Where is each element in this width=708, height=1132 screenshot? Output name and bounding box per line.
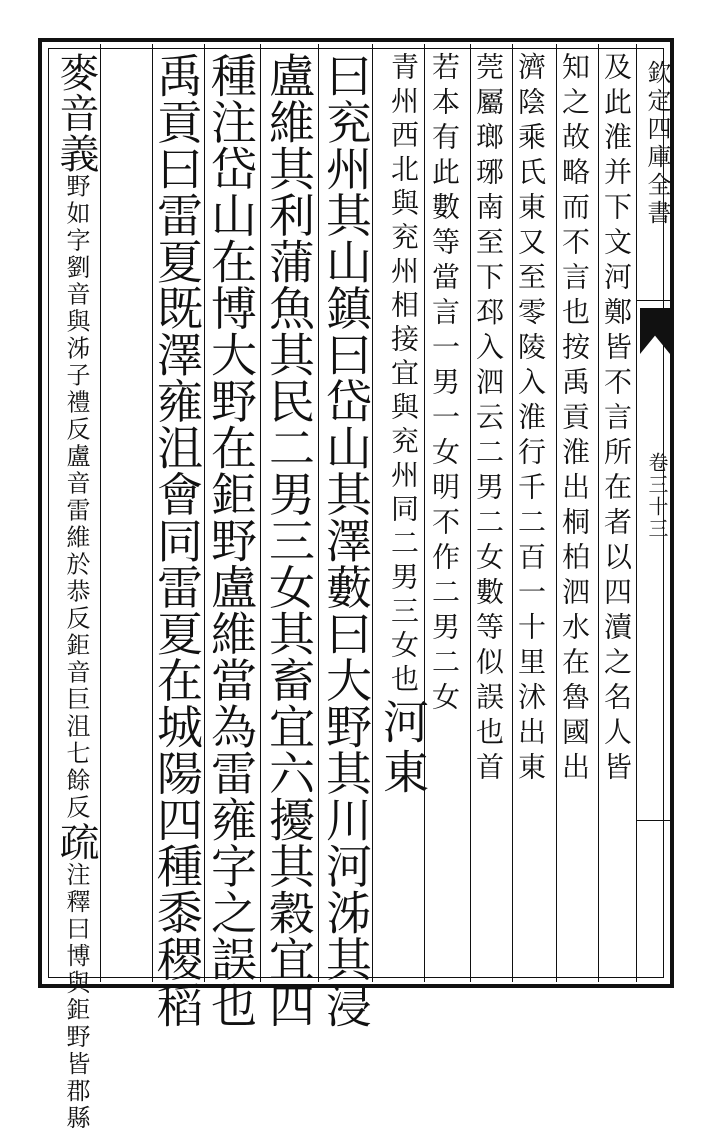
margin-title: 欽定四庫全書	[643, 60, 671, 228]
main-text: 河東	[376, 698, 430, 798]
text-column-5: 若本有此數等當言一男一女明不作二男二女	[428, 52, 461, 717]
text-column-2: 知之故略而不言也按禹貢淮出桐柏泗水在魯國出	[558, 52, 591, 787]
margin-divider	[636, 820, 672, 821]
margin-divider	[636, 300, 672, 301]
shu-heading: 疏	[53, 821, 99, 862]
binding-margin-rule	[636, 44, 637, 982]
commentary-text: 注釋曰博與鉅野皆郡縣	[62, 862, 90, 1132]
text-column-1: 及此淮并下文河鄭皆不言所在者以四瀆之名人皆	[600, 52, 633, 787]
column-rule	[598, 44, 599, 982]
column-rule	[556, 44, 557, 982]
column-rule	[100, 44, 101, 982]
text-column-8: 盧維其利蒲魚其民二男三女其畜宜六擾其穀宜四	[262, 52, 316, 1029]
text-column-6	[376, 52, 430, 798]
text-column-3: 濟陰乘氏東又至零陵入淮行千二百一十里沭出東	[514, 52, 547, 787]
text-column-11	[53, 52, 99, 1132]
commentary-text: 野如字劉音與泲子禮反盧音雷維於恭反鉅音巨沮七餘反	[62, 173, 90, 822]
text-column-7: 曰兖州其山鎮曰岱山其澤藪曰大野其川河泲其浸	[319, 52, 373, 1029]
column-rule	[260, 44, 261, 982]
column-rule	[512, 44, 513, 982]
main-text: 麥音義	[53, 52, 99, 174]
text-column-10: 禹貢曰雷夏既澤雍沮會同雷夏在城陽四種黍稷稻	[150, 52, 204, 1029]
commentary-text: 青州西北與兖州相接宜與兖州同二男三女也	[387, 52, 420, 698]
text-column-4: 莞屬瑯琊南至下邳入泗云二男二女數等似誤也首	[472, 52, 505, 787]
column-rule	[470, 44, 471, 982]
text-column-9: 種注岱山在博大野在鉅野盧維當為雷雍字之誤也	[204, 52, 258, 1029]
margin-volume: 卷三十三	[645, 452, 669, 540]
